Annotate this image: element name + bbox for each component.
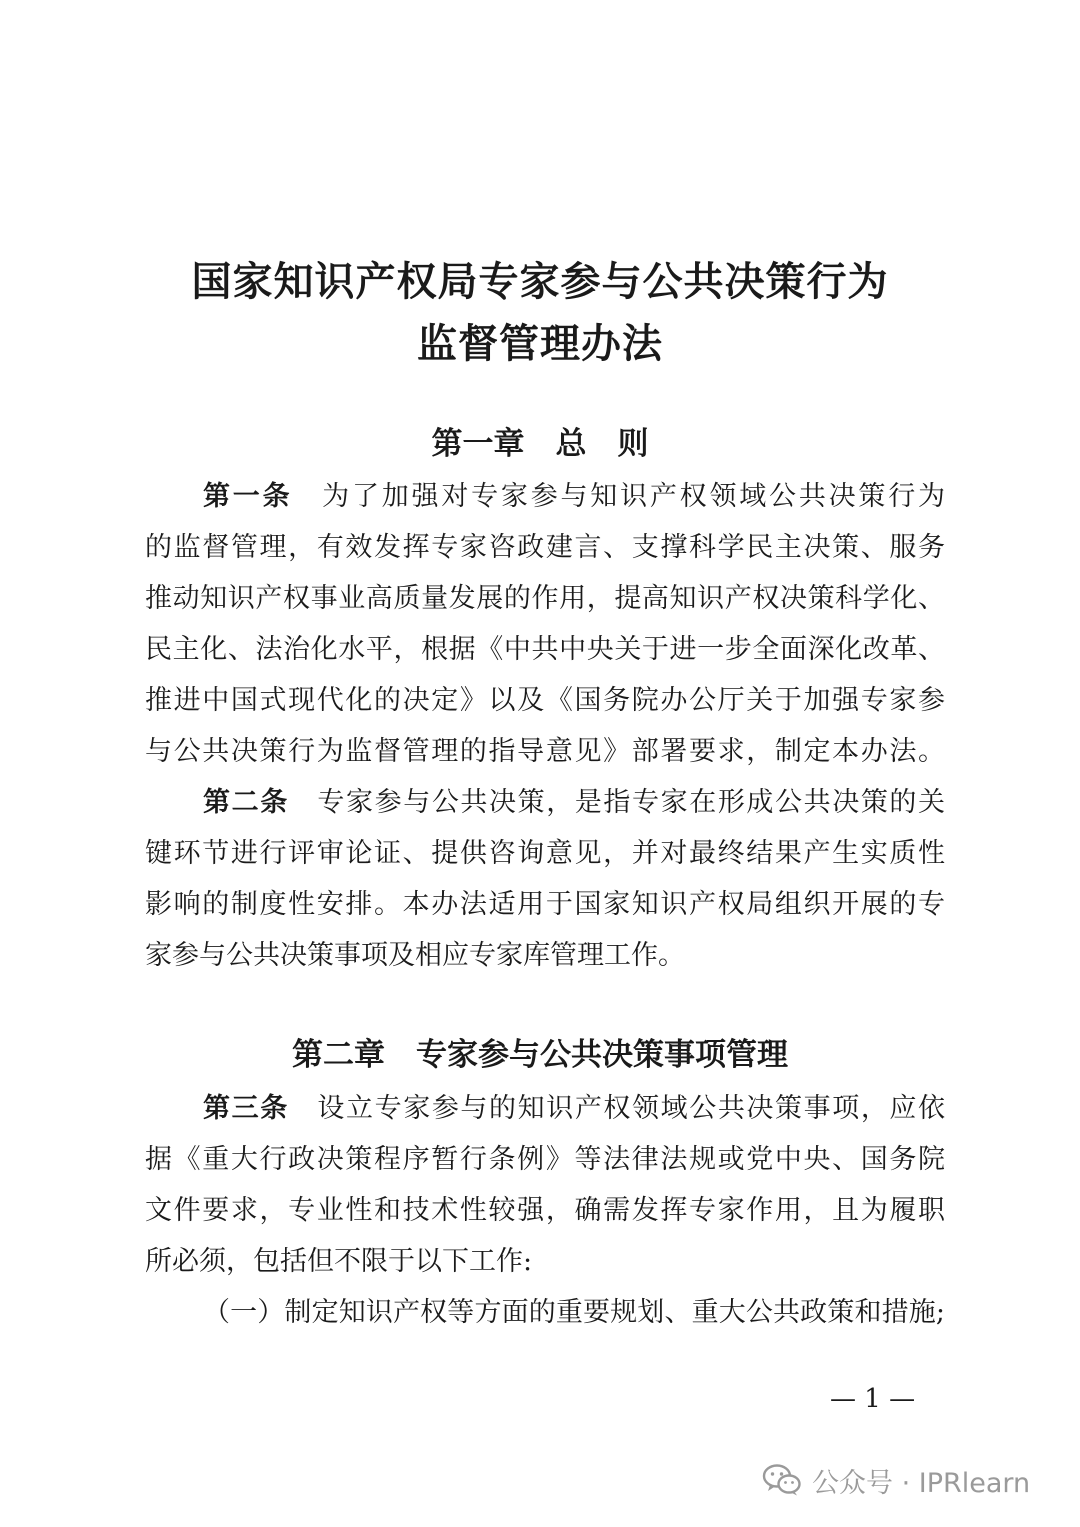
article-2-line-3: 影响的制度性安排。本办法适用于国家知识产权局组织开展的专 <box>145 889 945 920</box>
chapter-2-heading: 第二章 专家参与公共决策事项管理 <box>292 1037 788 1073</box>
article-2-text: 专家参与公共决策，是指专家在形成公共决策的关 <box>317 787 946 818</box>
article-2-line-4: 家参与公共决策事项及相应专家库管理工作。 <box>145 940 685 971</box>
article-1-line-2: 的监督管理，有效发挥专家咨政建言、支撑科学民主决策、服务 <box>145 532 945 563</box>
watermark <box>762 1460 1030 1500</box>
article-3-label: 第三条 <box>203 1093 289 1124</box>
article-3-line-2: 据《重大行政决策程序暂行条例》等法律法规或党中央、国务院 <box>145 1144 945 1175</box>
article-2-first-line <box>203 789 945 816</box>
article-3-line-3: 文件要求，专业性和技术性较强，确需发挥专家作用，且为履职 <box>145 1195 945 1226</box>
article-3-first-line <box>203 1095 945 1122</box>
article-1-line-4: 民主化、法治化水平，根据《中共中央关于进一步全面深化改革、 <box>145 634 945 665</box>
article-1-line-3: 推动知识产权事业高质量发展的作用，提高知识产权决策科学化、 <box>145 583 945 614</box>
article-3-line-4: 所必须，包括但不限于以下工作: <box>145 1246 533 1277</box>
article-1-line-5: 推进中国式现代化的决定》以及《国务院办公厅关于加强专家参 <box>145 685 945 716</box>
article-2-line-2: 键环节进行评审论证、提供咨询意见，并对最终结果产生实质性 <box>145 838 945 869</box>
wechat-icon <box>762 1463 802 1497</box>
watermark-text: 公众号 · IPRlearn <box>812 1467 1031 1499</box>
article-1-label: 第一条 <box>203 481 293 512</box>
chapter-1-heading: 第一章 总 则 <box>431 426 649 462</box>
page-number: — 1 — <box>830 1384 916 1414</box>
article-3-item-1: （一）制定知识产权等方面的重要规划、重大公共政策和措施; <box>203 1297 945 1328</box>
article-2-label: 第二条 <box>203 787 289 818</box>
document-title-line-1: 国家知识产权局专家参与公共决策行为 <box>191 258 889 305</box>
document-title-line-2: 监督管理办法 <box>417 320 663 367</box>
article-1-line-6: 与公共决策行为监督管理的指导意见》部署要求，制定本办法。 <box>145 736 945 767</box>
article-1-first-line <box>203 483 945 510</box>
article-3-text: 设立专家参与的知识产权领域公共决策事项，应依 <box>317 1093 946 1124</box>
article-1-text: 为了加强对专家参与知识产权领域公共决策行为 <box>322 481 946 512</box>
